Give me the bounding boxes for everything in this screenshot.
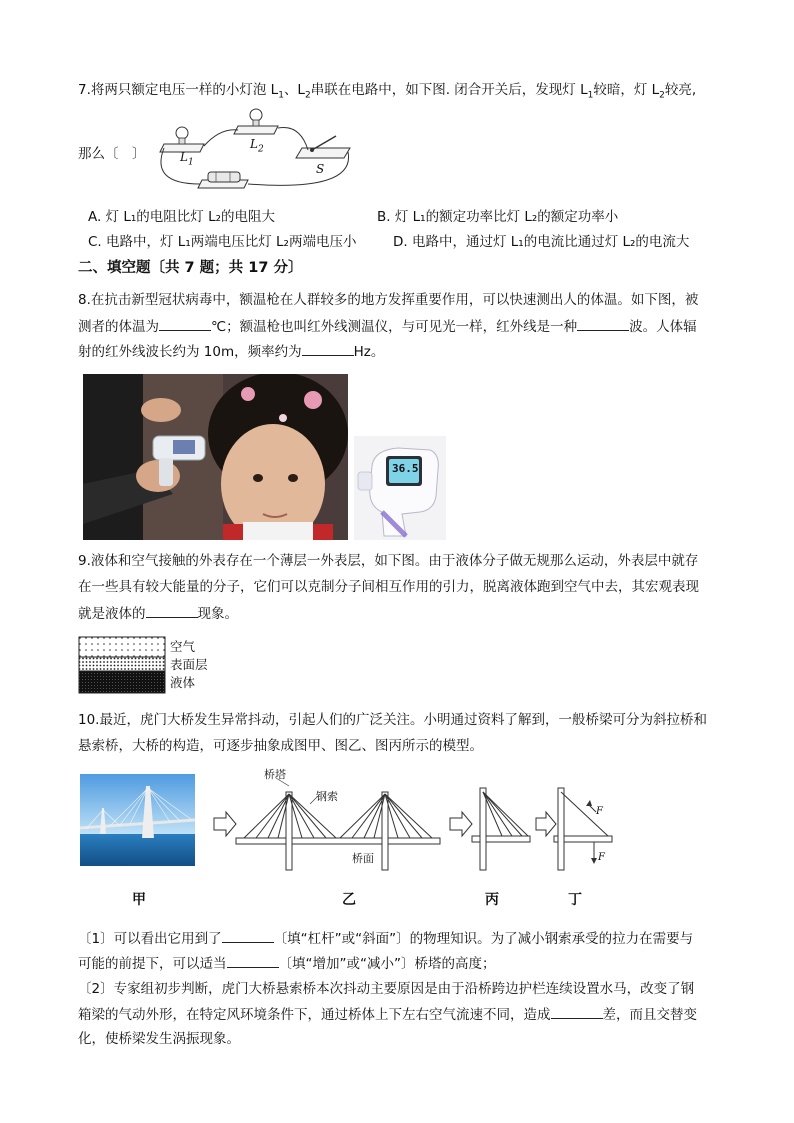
q10-text: 可能的前提下，可以适当 xyxy=(78,956,227,972)
q7-stem-mid1: 、L xyxy=(283,82,305,98)
q8-blank-temperature[interactable] xyxy=(159,316,211,331)
q9-line3 xyxy=(78,603,238,624)
caption-yi: 乙 xyxy=(342,892,356,908)
lamp2-board xyxy=(234,126,278,134)
q7-stem-mid2: 串联在电路中，如下图. 闭合开关后，发现灯 L xyxy=(310,82,588,98)
q7-stem-text: 7.将两只额定电压一样的小灯泡 L xyxy=(78,82,279,98)
q10-text: 差，而且交替变 xyxy=(602,1007,697,1023)
label-s: S xyxy=(316,162,325,176)
arrow-right-icon xyxy=(450,812,472,836)
battery-icon xyxy=(208,172,240,182)
q7-option-a[interactable]: A. 灯 L₁的电阻比灯 L₂的电阻大 xyxy=(88,209,276,225)
label-cable: 钢索 xyxy=(316,790,338,803)
q8-text: 射的红外线波长约为 10m，频率约为 xyxy=(78,344,302,360)
q10-blank-pressure[interactable] xyxy=(551,1004,603,1019)
wire xyxy=(278,127,308,150)
air-layer xyxy=(79,637,165,657)
label-deck: 桥面 xyxy=(352,852,374,865)
photo-thermometer-gun xyxy=(354,436,446,540)
q8-blank-wave-type[interactable] xyxy=(577,316,629,331)
q8-text: 波。人体辐 xyxy=(629,319,697,335)
switch-board xyxy=(296,148,350,158)
q7-stem-end: 较亮, xyxy=(664,82,697,98)
arrow-right-icon xyxy=(214,812,236,836)
q10-text: 〔1〕可以看出它用到了 xyxy=(78,931,222,947)
q10-part2-line2 xyxy=(78,1004,697,1025)
q7-stem-mid3: 较暗，灯 L xyxy=(593,82,660,98)
caption-jia: 甲 xyxy=(132,892,146,908)
q9-blank-phenomenon[interactable] xyxy=(146,603,198,618)
lamp2-bulb-icon xyxy=(250,109,262,121)
label-force-f1: F xyxy=(596,806,603,817)
thermometer-reading: 36.5 xyxy=(392,462,419,475)
sub-1: 1 xyxy=(278,90,284,101)
q10-text: 箱梁的气动外形，在特定风环境条件下，通过桥体上下左右空气流速不同，造成 xyxy=(78,1007,551,1023)
wire xyxy=(204,130,238,146)
model-yi xyxy=(236,778,440,870)
liquid-layer xyxy=(79,671,165,693)
q10-text: 〔填“增加”或“减小”〕桥塔的高度； xyxy=(278,956,496,972)
photo-bridge xyxy=(80,774,195,866)
liquid-surface-diagram xyxy=(78,636,166,694)
caption-bing: 丙 xyxy=(485,892,499,908)
model-bing xyxy=(472,788,530,870)
q7-option-c[interactable]: C. 电路中，灯 L₁两端电压比灯 L₂两端电压小 xyxy=(88,234,357,250)
q9-text: 就是液体的 xyxy=(78,606,146,622)
q8-line2 xyxy=(78,316,697,337)
q7-stem-line2: 那么〔 〕 xyxy=(78,146,146,162)
q8-line3 xyxy=(78,341,384,362)
legend-air: 空气 xyxy=(170,639,196,654)
q8-text: Hz。 xyxy=(353,344,385,360)
q10-part1-line2 xyxy=(78,953,495,974)
label-l1: $L_1$ xyxy=(180,150,194,168)
surface-layer xyxy=(79,657,165,671)
photo-temperature-measurement xyxy=(83,374,348,540)
arrow-right-icon xyxy=(536,812,556,836)
q10-blank-principle[interactable] xyxy=(222,928,274,943)
bridge-model-diagrams xyxy=(210,774,620,874)
q9-line2: 在一些具有较大能量的分子，它们可以克制分子间相互作用的引力，脱离液体跑到空气中去，其宏观表现 xyxy=(78,579,699,595)
q10-blank-height[interactable] xyxy=(227,953,279,968)
caption-ding: 丁 xyxy=(568,892,582,908)
q7-stem-line1 xyxy=(78,80,696,106)
q7-option-b[interactable]: B. 灯 L₁的额定功率比灯 L₂的额定功率小 xyxy=(377,209,619,225)
q10-part2-line3: 化，使桥梁发生涡振现象。 xyxy=(78,1031,240,1047)
label-tower: 桥塔 xyxy=(264,768,286,781)
label-l2: $L_2$ xyxy=(250,137,264,155)
q10-line2: 悬索桥，大桥的构造，可逐步抽象成图甲、图乙、图丙所示的模型。 xyxy=(78,738,483,754)
q10-part2-line1: 〔2〕专家组初步判断，虎门大桥悬索桥本次抖动主要原因是由于沿桥跨边护栏连续设置水马，改变了钢 xyxy=(78,981,695,997)
sub-1b: 1 xyxy=(587,90,594,101)
q7-option-d[interactable]: D. 电路中，通过灯 L₁的电流比通过灯 L₂的电流大 xyxy=(393,234,690,250)
legend-surface-layer: 表面层 xyxy=(170,657,208,672)
label-force-f2: F xyxy=(598,852,605,863)
sub-2: 2 xyxy=(304,90,311,101)
q10-line1: 10.最近，虎门大桥发生异常抖动，引起人们的广泛关注。小明通过资料了解到，一般桥梁可分为斜拉桥和 xyxy=(78,712,707,728)
q9-line1: 9.液体和空气接触的外表存在一个薄层一外表层，如下图。由于液体分子做无规那么运动，外表层中就存 xyxy=(78,553,699,569)
q8-text: 测者的体温为 xyxy=(78,319,159,335)
section-heading: 二、填空题〔共 7 题；共 17 分〕 xyxy=(78,260,303,276)
sub-2b: 2 xyxy=(659,90,665,101)
q10-part1-line1 xyxy=(78,928,693,949)
lamp1-bulb-icon xyxy=(176,127,188,139)
q8-blank-frequency[interactable] xyxy=(302,341,354,356)
q9-text: 现象。 xyxy=(197,606,238,622)
q8-line1: 8.在抗击新型冠状病毒中，额温枪在人群较多的地方发挥重要作用，可以快速测出人的体温。如下图，被 xyxy=(78,292,699,308)
legend-liquid: 液体 xyxy=(170,675,196,690)
q10-text: 〔填“杠杆”或“斜面”〕的物理知识。为了减小钢索承受的拉力在需要与 xyxy=(273,931,694,947)
deck-beam xyxy=(236,838,440,844)
q8-text: ℃；额温枪也叫红外线测温仪，与可见光一样，红外线是一种 xyxy=(211,319,578,335)
